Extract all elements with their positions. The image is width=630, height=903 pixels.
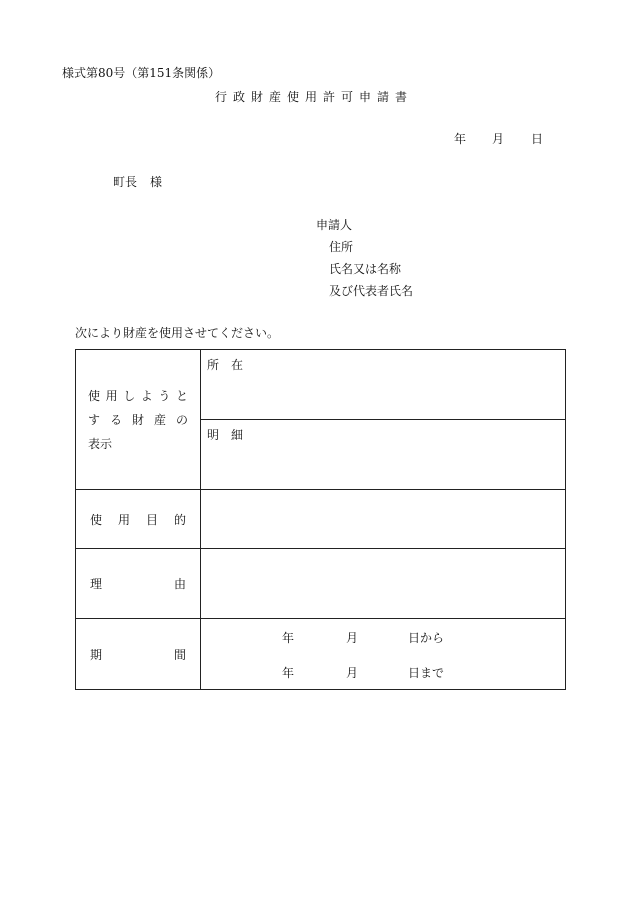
property-label-line-3: 表示 <box>88 436 113 451</box>
reason-label-cell <box>76 549 201 619</box>
reason-label: 理 由 <box>90 577 186 591</box>
period-start-day: 日から <box>408 631 445 645</box>
period-label: 期 間 <box>90 647 186 662</box>
period-start-year: 年 <box>282 631 295 645</box>
intro-text: 次により財産を使用させてください。 <box>75 326 280 340</box>
table-row-purpose <box>76 490 566 549</box>
application-table <box>75 349 566 690</box>
applicant-heading: 申請人 <box>316 218 353 232</box>
property-label-cell <box>76 350 201 490</box>
details-cell[interactable] <box>201 420 566 490</box>
period-end-month: 月 <box>346 666 359 680</box>
applicant-representative-label: 及び代表者氏名 <box>329 284 414 298</box>
period-label-cell <box>76 619 201 690</box>
purpose-label-cell <box>76 490 201 549</box>
purpose-label: 使 用 目 的 <box>90 512 186 527</box>
period-input-cell[interactable] <box>201 619 566 690</box>
location-label: 所 在 <box>207 358 244 372</box>
date-month: 月 <box>492 132 505 146</box>
applicant-address-label: 住所 <box>329 240 354 254</box>
period-end-year: 年 <box>282 666 295 680</box>
details-label: 明 細 <box>207 428 244 442</box>
period-end-day: 日まで <box>408 666 445 680</box>
applicant-name-label: 氏名又は名称 <box>329 262 402 276</box>
purpose-input-cell[interactable] <box>201 490 566 549</box>
property-label-line-1: 使 用 し よ う と <box>88 388 188 403</box>
form-number: 様式第80号（第151条関係） <box>62 66 221 80</box>
addressee-honorific: 様 <box>150 175 163 189</box>
addressee-name: 町長 <box>113 175 138 189</box>
date-year: 年 <box>454 132 467 146</box>
period-start-month: 月 <box>346 631 359 645</box>
form-title: 行政財産使用許可申請書 <box>215 90 414 104</box>
location-cell[interactable] <box>201 350 566 420</box>
reason-input-cell[interactable] <box>201 549 566 619</box>
table-row-period <box>76 619 566 690</box>
table-row-location <box>76 350 566 420</box>
table-row-reason <box>76 549 566 619</box>
property-label-line-2: す る 財 産 の <box>88 412 188 427</box>
date-day: 日 <box>531 132 544 146</box>
